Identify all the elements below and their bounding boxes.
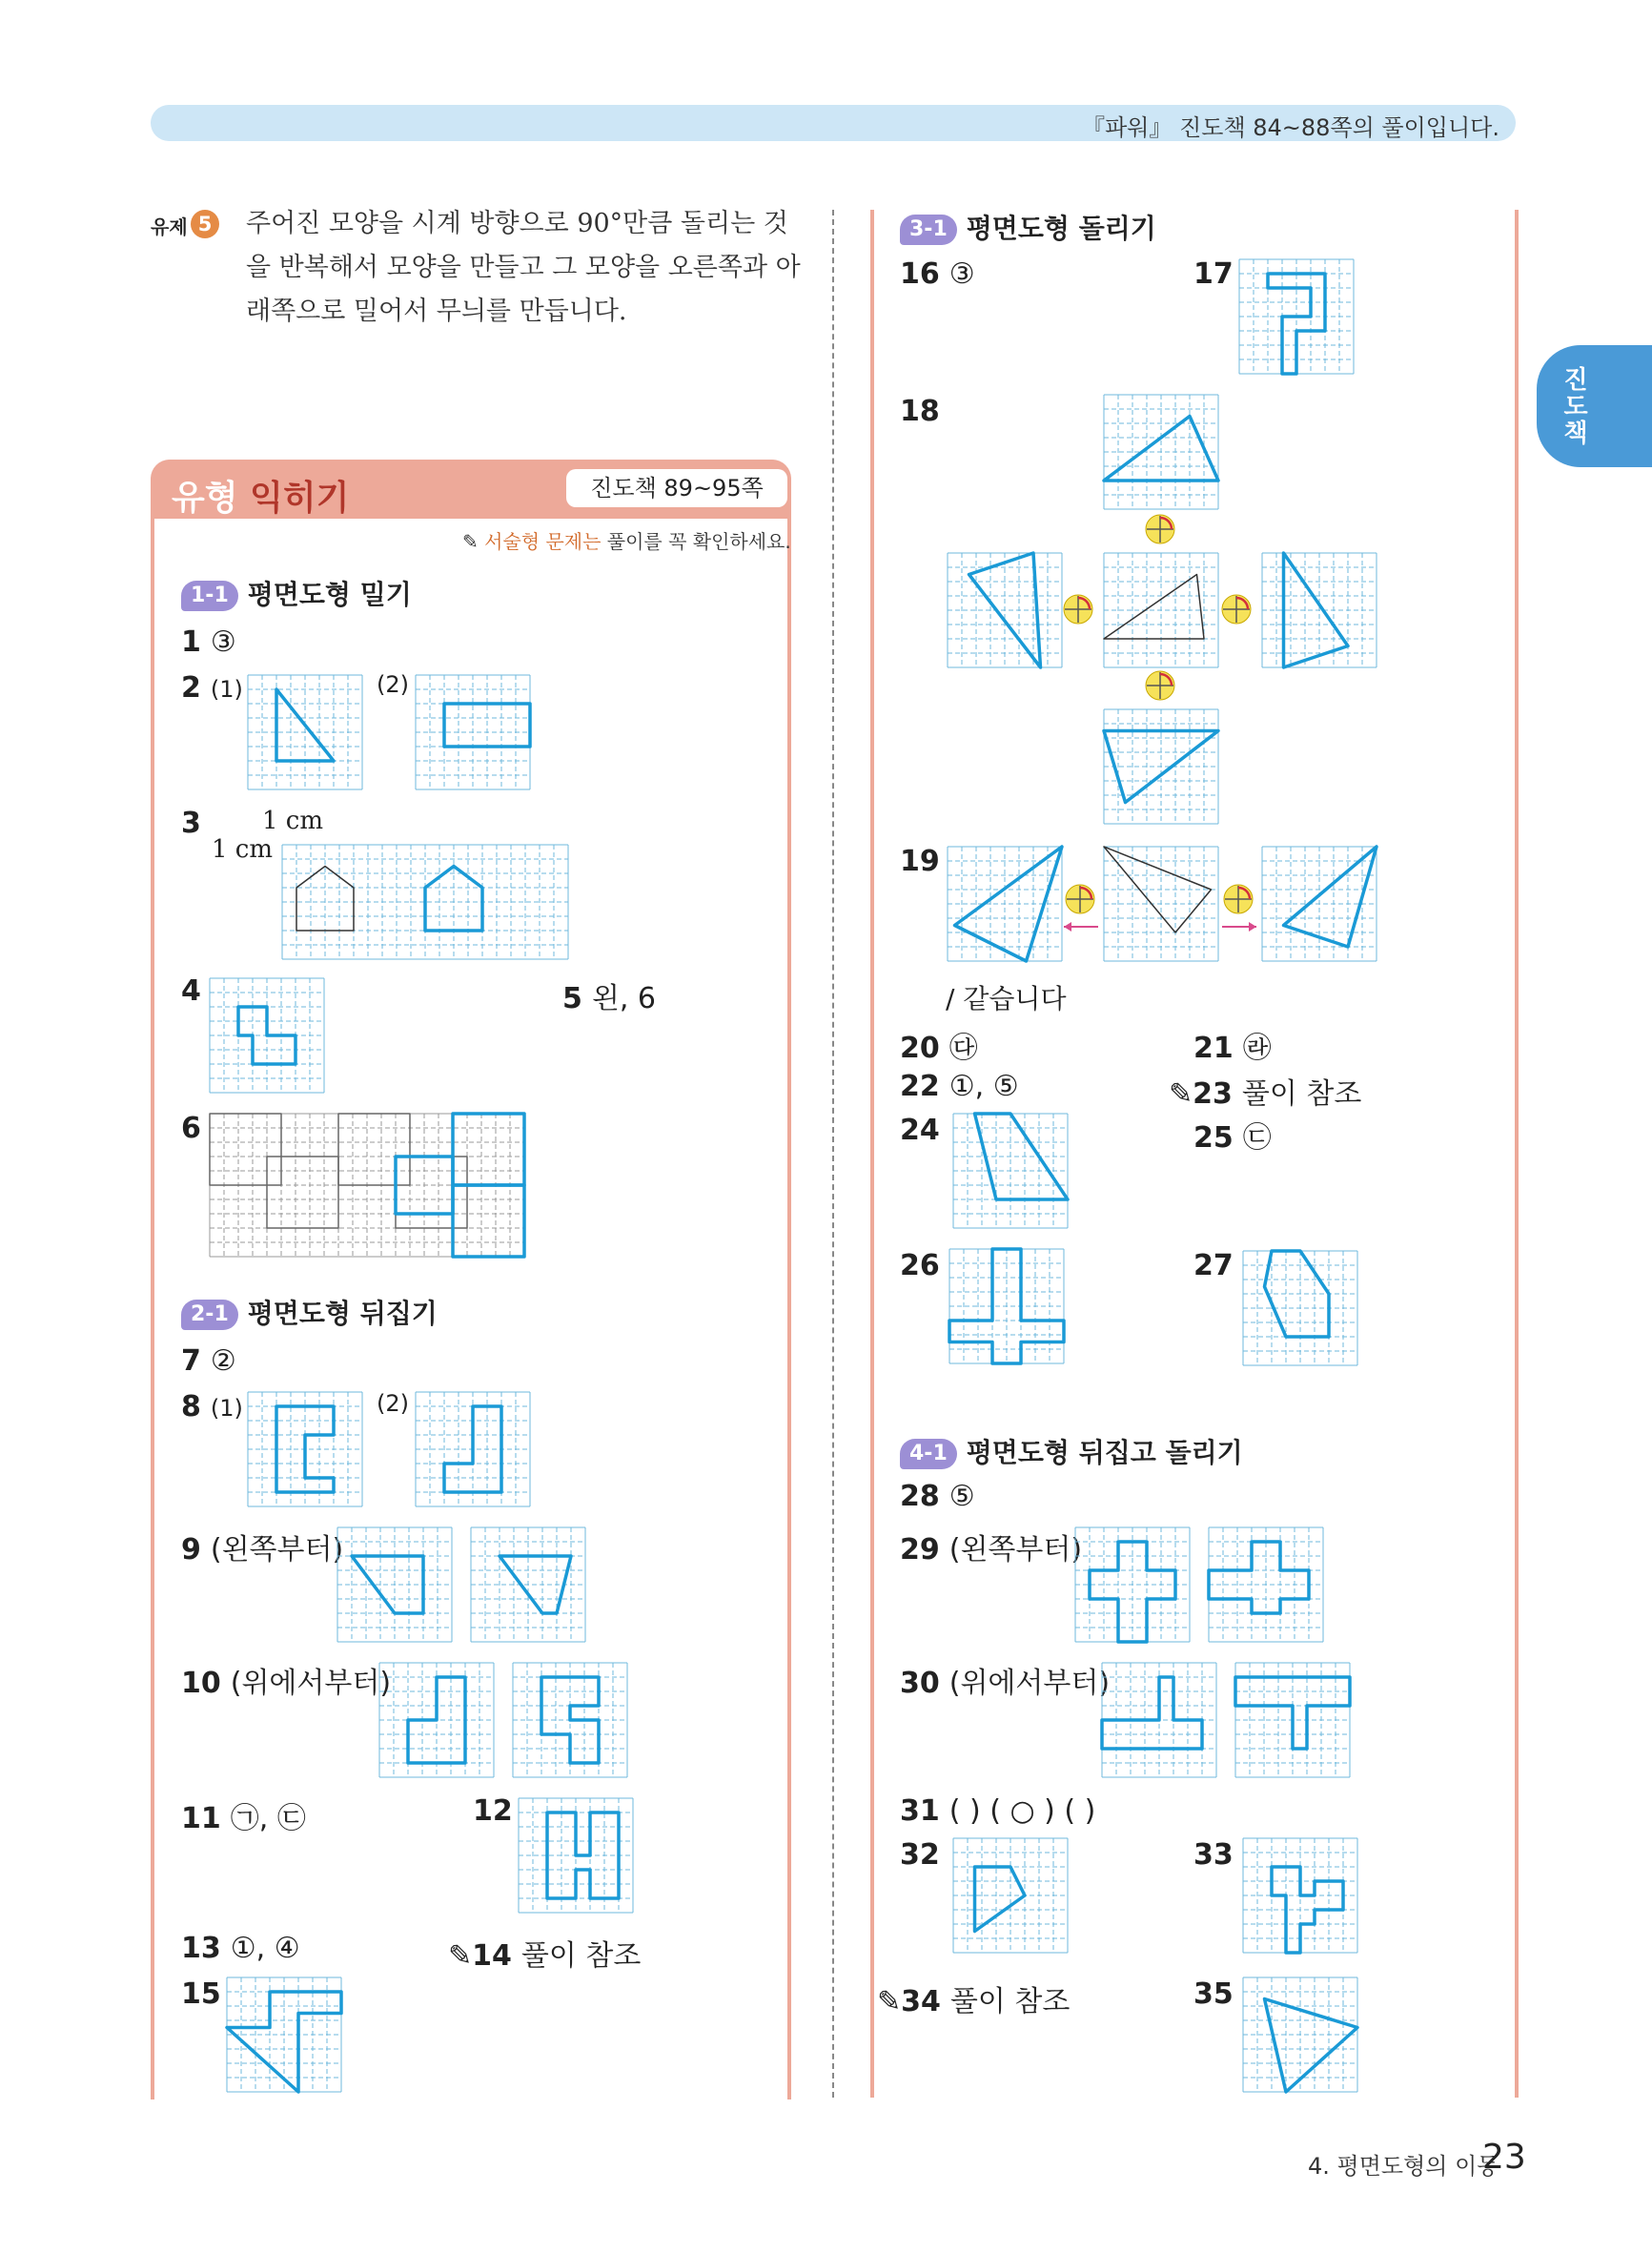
figure-q10-1 xyxy=(377,1661,496,1779)
category-label: 평면도형 돌리기 xyxy=(966,213,1156,244)
reference-box: 진도책 89~95쪽 xyxy=(566,469,787,507)
shape-outline xyxy=(338,1114,410,1185)
answer-27: 27 xyxy=(1193,1249,1234,1282)
note-text: 주어진 모양을 시계 방향으로 90°만큼 돌리는 것을 반복해서 모양을 만들고 그 모양을 오른쪽과 아래쪽으로 밀어서 무늬를 만듭니다. xyxy=(246,209,801,326)
answer-21: 21 ㉱ xyxy=(1193,1032,1272,1065)
shape-outline xyxy=(210,1114,281,1185)
category-pill: 2-1 xyxy=(181,1300,238,1330)
figure-q8-1 xyxy=(246,1390,364,1508)
figure-q18-left xyxy=(946,551,1064,669)
category-2-1 xyxy=(181,1293,438,1331)
category-pill: 1-1 xyxy=(181,581,238,611)
page-number: 23 xyxy=(1482,2138,1526,2177)
answer-28: 28 ⑤ xyxy=(900,1480,975,1513)
category-pill: 4-1 xyxy=(900,1439,957,1469)
category-label: 평면도형 밀기 xyxy=(247,579,412,610)
shape-outline xyxy=(1209,1542,1309,1613)
figure-q33 xyxy=(1241,1836,1359,1955)
side-tab-label: 진도책 xyxy=(1563,366,1588,448)
rotation-icon xyxy=(1220,593,1253,625)
figure-q30-2 xyxy=(1234,1661,1352,1779)
figure-q9-2 xyxy=(469,1526,587,1644)
unit-vertical: 1 cm xyxy=(212,835,274,864)
answer-35: 35 xyxy=(1193,1977,1234,2011)
answer-10: 10 (위에서부터) xyxy=(181,1667,392,1700)
answer-3: 3 xyxy=(181,807,201,840)
column-divider xyxy=(832,210,834,2098)
answer-25: 25 ㉢ xyxy=(1193,1121,1272,1155)
figure-q12 xyxy=(517,1796,635,1915)
shape-outline xyxy=(453,1185,524,1257)
figure-q27 xyxy=(1241,1249,1359,1367)
rotation-icon xyxy=(1064,883,1096,915)
answer-26: 26 xyxy=(900,1249,940,1282)
answer-8: 8 (1) xyxy=(181,1390,243,1423)
section-title-a: 유형 xyxy=(172,479,238,518)
figure-q18-bottom xyxy=(1102,707,1220,826)
figure-q2-2 xyxy=(414,673,532,791)
answer-22: 22 ①, ⑤ xyxy=(900,1070,1019,1103)
shape-outline xyxy=(267,1157,338,1228)
answer-30: 30 (위에서부터) xyxy=(900,1667,1111,1700)
figure-q3 xyxy=(280,843,570,961)
figure-q17 xyxy=(1237,257,1356,376)
figure-q35 xyxy=(1241,1976,1359,2094)
pencil-icon: ✎ xyxy=(448,1939,473,1973)
answer-13: 13 ①, ④ xyxy=(181,1932,300,1965)
shape-outline xyxy=(1104,575,1204,640)
category-label: 평면도형 뒤집고 돌리기 xyxy=(966,1437,1243,1468)
answer-19: 19 xyxy=(900,845,940,878)
answer-32: 32 xyxy=(900,1838,940,1872)
answer-15: 15 xyxy=(181,1977,221,2011)
figure-q29-2 xyxy=(1207,1526,1325,1644)
figure-q15 xyxy=(225,1976,343,2094)
figure-q10-2 xyxy=(511,1661,629,1779)
arrow-icon xyxy=(1062,921,1100,932)
category-4-1 xyxy=(900,1432,1243,1470)
figure-q19-left xyxy=(946,845,1064,963)
figure-q18-center xyxy=(1102,551,1220,669)
answer-20: 20 ㉰ xyxy=(900,1032,978,1065)
figure-q8-2 xyxy=(414,1390,532,1508)
answer-23: ✎23 풀이 참조 xyxy=(1169,1077,1362,1111)
pencil-note xyxy=(462,526,791,554)
category-pill: 3-1 xyxy=(900,215,957,245)
answer-33: 33 xyxy=(1193,1838,1234,1872)
figure-q6 xyxy=(208,1112,526,1259)
header-text: 『파워』 진도책 84~88쪽의 풀이입니다. xyxy=(1082,114,1499,141)
category-1-1 xyxy=(181,574,412,612)
answer-19-text: / 같습니다 xyxy=(946,983,1067,1014)
category-3-1 xyxy=(900,208,1156,246)
arrow-icon xyxy=(1220,921,1258,932)
section-title-b: 익히기 xyxy=(250,479,350,518)
figure-q26 xyxy=(948,1247,1066,1365)
section-title xyxy=(172,471,349,520)
rotation-icon xyxy=(1144,513,1176,545)
category-label: 평면도형 뒤집기 xyxy=(247,1298,438,1329)
figure-q29-1 xyxy=(1073,1526,1192,1644)
pencil-note-text: 풀이를 꼭 확인하세요. xyxy=(601,530,791,553)
answer-2-part2: (2) xyxy=(377,671,409,698)
pencil-icon: ✎ xyxy=(462,530,479,553)
answer-8-part2: (2) xyxy=(377,1390,409,1417)
note-label: 유제 xyxy=(151,215,188,238)
figure-q19-center xyxy=(1102,845,1220,963)
answer-1: 1 ③ xyxy=(181,625,236,659)
answer-29: 29 (왼쪽부터) xyxy=(900,1533,1083,1567)
rotation-icon xyxy=(1062,593,1094,625)
answer-5: 5 왼, 6 xyxy=(562,982,657,1015)
figure-q30-1 xyxy=(1100,1661,1218,1779)
pencil-icon: ✎ xyxy=(877,1985,902,2018)
figure-q4 xyxy=(208,976,326,1095)
note-number-badge: 5 xyxy=(191,210,219,238)
figure-q18-top xyxy=(1102,393,1220,511)
answer-16: 16 ③ xyxy=(900,257,975,291)
rotation-icon xyxy=(1222,883,1254,915)
pencil-note-highlight: 서술형 문제는 xyxy=(484,530,602,553)
figure-q9-1 xyxy=(336,1526,454,1644)
figure-q24 xyxy=(951,1112,1070,1230)
rotation-icon xyxy=(1144,669,1176,702)
shape-outline xyxy=(453,1114,524,1185)
figure-q2-1 xyxy=(246,673,364,791)
answer-6: 6 xyxy=(181,1112,201,1145)
answer-24: 24 xyxy=(900,1114,940,1147)
side-tab[interactable] xyxy=(1537,345,1652,467)
answer-12: 12 xyxy=(473,1794,513,1828)
shape-outline xyxy=(1102,1677,1202,1749)
pencil-icon: ✎ xyxy=(1169,1077,1193,1111)
answer-9: 9 (왼쪽부터) xyxy=(181,1533,344,1567)
answer-4: 4 xyxy=(181,974,201,1008)
answer-31: 31 ( ) ( ○ ) ( ) xyxy=(900,1794,1096,1828)
answer-34: ✎34 풀이 참조 xyxy=(877,1985,1071,2018)
figure-q19-right xyxy=(1260,845,1378,963)
answer-2: 2 (1) xyxy=(181,671,243,705)
answer-11: 11 ㉠, ㉢ xyxy=(181,1802,306,1835)
answer-17: 17 xyxy=(1193,257,1234,291)
footer-chapter: 4. 평면도형의 이동 xyxy=(1308,2153,1499,2180)
answer-7: 7 ② xyxy=(181,1344,236,1378)
answer-14: ✎14 풀이 참조 xyxy=(448,1939,642,1973)
figure-q32 xyxy=(951,1836,1070,1955)
unit-horizontal: 1 cm xyxy=(262,807,324,835)
figure-q18-right xyxy=(1260,551,1378,669)
answer-18: 18 xyxy=(900,395,940,428)
shape-outline xyxy=(396,1157,467,1228)
